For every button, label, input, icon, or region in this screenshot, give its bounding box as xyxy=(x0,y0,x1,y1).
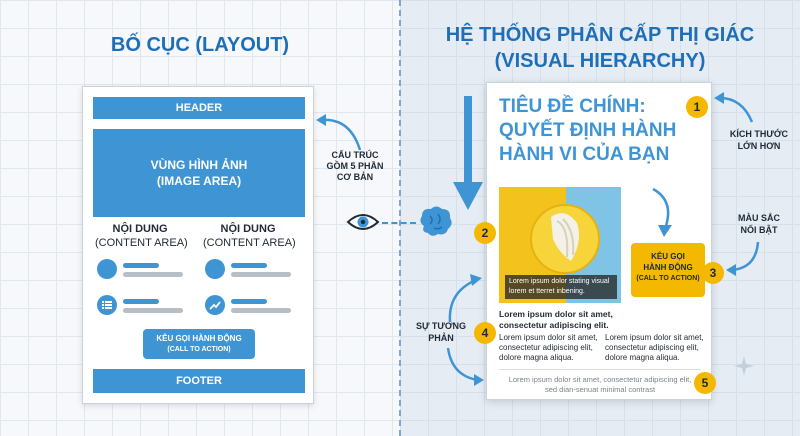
badge-3: 3 xyxy=(702,262,724,284)
hierarchy-title: HỆ THỐNG PHÂN CẤP THỊ GIÁC xyxy=(445,24,755,46)
hero-image xyxy=(499,187,621,303)
wireframe-footer: FOOTER xyxy=(93,369,305,393)
cta-sublabel: (CALL TO ACTION) xyxy=(167,346,231,353)
note-line: CẤU TRÚC xyxy=(331,150,379,160)
body-line: consectetur adipiscing elit, xyxy=(605,343,699,352)
text-line-placeholder xyxy=(123,308,183,313)
badge-2: 2 xyxy=(474,222,496,244)
annotation-arrow-icon xyxy=(722,240,766,280)
body-line: Lorem ipsum dolor sit amet, xyxy=(499,333,598,342)
wireframe-image-area xyxy=(93,129,305,217)
body-line: consectetur adipiscing elit. xyxy=(499,320,609,330)
annotation-line: KÍCH THƯỚC xyxy=(729,129,789,139)
annotation-arrow-icon xyxy=(440,270,488,326)
badge-4: 4 xyxy=(474,322,496,344)
body-line: dolore magna aliqua. xyxy=(605,353,680,362)
layout-wireframe-card xyxy=(82,86,314,404)
main-headline xyxy=(499,95,676,167)
placeholder-circle-icon xyxy=(205,259,225,279)
text-line-placeholder xyxy=(123,299,159,304)
cta-line: (CALL TO ACTION) xyxy=(636,275,700,282)
sparkle-icon xyxy=(734,356,754,376)
caption-line: lorem et tterret inbening. xyxy=(509,288,585,295)
text-line-placeholder xyxy=(231,272,291,277)
bold-body-text xyxy=(499,309,613,331)
low-contrast-footer-text xyxy=(499,375,701,395)
text-line-placeholder xyxy=(123,272,183,277)
wireframe-cta-button xyxy=(143,329,255,359)
image-caption xyxy=(505,275,617,299)
caption-line: Lorem ipsum dolor stating visual xyxy=(509,278,610,285)
annotation-arrow-icon xyxy=(440,346,488,390)
headline-line: TIÊU ĐỀ CHÍNH: xyxy=(499,96,646,117)
body-column-2 xyxy=(605,333,704,363)
image-area-label: VÙNG HÌNH ẢNH xyxy=(150,158,248,172)
annotation-size xyxy=(722,128,796,152)
annotation-line: SỰ TƯƠNG xyxy=(415,321,467,331)
wireframe-header: HEADER xyxy=(93,97,305,119)
body-line: Lorem ipsum dolor sit amet, xyxy=(605,333,704,342)
annotation-line: MÀU SẮC xyxy=(738,213,780,223)
gaze-dashed-line xyxy=(382,222,416,224)
curved-down-arrow-icon xyxy=(647,185,681,239)
layout-title: BỐ CỤC (LAYOUT) xyxy=(110,34,290,56)
structure-note xyxy=(320,150,390,183)
annotation-line: NỔI BẬT xyxy=(740,225,778,235)
text-line-placeholder xyxy=(123,263,159,268)
down-arrow-icon xyxy=(453,96,483,212)
content1-title: NỘI DUNG xyxy=(112,223,168,235)
annotation-line: LỚN HƠN xyxy=(737,141,781,151)
text-line-placeholder xyxy=(231,299,267,304)
body-line: consectetur adipiscing elit, xyxy=(499,343,593,352)
highlight-cta-button xyxy=(631,243,705,297)
annotation-color xyxy=(722,212,796,236)
cta-line: HÀNH ĐỘNG xyxy=(643,263,693,272)
footer-line: Lorem ipsum dolor sit amet, consectetur adipiscing elit, xyxy=(508,375,692,384)
placeholder-circle-icon xyxy=(97,259,117,279)
content2-subtitle: (CONTENT AREA) xyxy=(203,237,296,249)
brain-icon xyxy=(416,204,456,240)
body-column-1 xyxy=(499,333,598,363)
footer-divider xyxy=(499,369,701,370)
text-line-placeholder xyxy=(231,308,291,313)
content2-title: NỘI DUNG xyxy=(220,223,276,235)
text-line-placeholder xyxy=(231,263,267,268)
note-line: GỒM 5 PHẦN xyxy=(326,161,384,171)
headline-line: HÀNH VI CỦA BẠN xyxy=(499,144,670,165)
center-divider xyxy=(399,0,401,436)
annotation-contrast xyxy=(406,320,476,344)
eye-icon xyxy=(346,210,380,234)
badge-1: 1 xyxy=(686,96,708,118)
footer-line: sed dian-senuat minimal contrast xyxy=(544,385,656,394)
hierarchy-example-card xyxy=(486,82,712,400)
note-line: CƠ BẢN xyxy=(336,172,374,182)
cta-label: KÊU GỌI HÀNH ĐỘNG xyxy=(156,334,242,343)
annotation-arrow-icon xyxy=(712,86,756,126)
headline-line: QUYẾT ĐỊNH HÀNH xyxy=(499,120,677,141)
annotation-line: PHẢN xyxy=(428,333,454,343)
cta-line: KÊU GỌI xyxy=(651,252,685,261)
badge-5: 5 xyxy=(694,372,716,394)
hierarchy-subtitle: (VISUAL HIERARCHY) xyxy=(494,50,706,72)
content1-subtitle: (CONTENT AREA) xyxy=(95,237,188,249)
body-line: Lorem ipsum dolor sit amet, xyxy=(499,309,613,319)
trend-chart-icon xyxy=(205,295,225,315)
body-line: dolore magna aliqua. xyxy=(499,353,574,362)
image-area-sublabel: (IMAGE AREA) xyxy=(156,174,242,188)
list-icon xyxy=(97,295,117,315)
